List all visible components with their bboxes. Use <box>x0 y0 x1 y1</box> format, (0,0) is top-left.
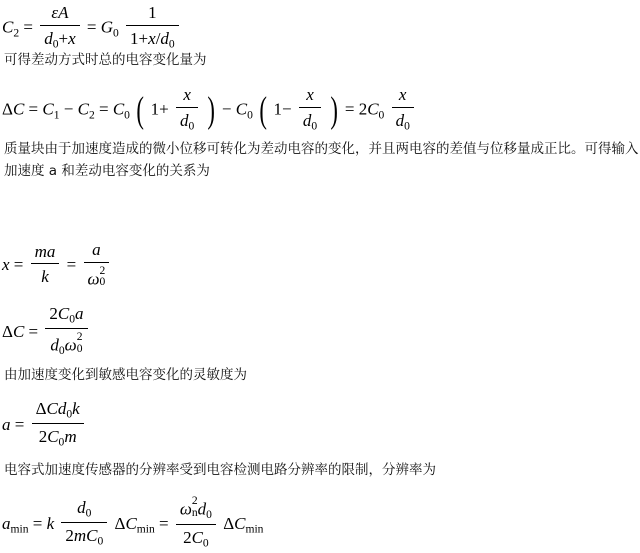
eq-dc-frac1-denominator <box>176 108 198 134</box>
d-symbol: d <box>44 28 53 48</box>
eq-c2-equals-1: = <box>23 17 33 37</box>
c2-subscript: 2 <box>88 108 95 122</box>
eq-x-frac2-numerator: a <box>84 239 110 262</box>
omega-sub-sup <box>100 265 106 288</box>
omega-superscript: 2 <box>191 494 198 508</box>
d-symbol: d <box>179 110 189 130</box>
eq-dc-fraction-3 <box>392 84 414 133</box>
area-symbol: A <box>58 3 69 23</box>
omega-subscript: n <box>191 505 198 519</box>
close-paren-2: ) <box>330 89 339 131</box>
eq-c2-frac2-denominator <box>126 26 179 52</box>
a-symbol: a <box>46 242 56 262</box>
eq-c2-fraction-2 <box>126 2 179 51</box>
paragraph-3: 由加速度变化到敏感电容变化的灵敏度为 <box>4 367 247 383</box>
c-symbol: C <box>191 527 203 547</box>
eq-dc-frac2-numerator: x <box>299 84 321 107</box>
m-symbol: m <box>64 427 77 447</box>
c-symbol: C <box>12 321 25 341</box>
d-subscript: 0 <box>311 119 318 133</box>
omega-sub-sup <box>77 331 83 354</box>
m-symbol: m <box>34 242 47 262</box>
eq-a-denominator <box>32 424 84 450</box>
eq-c2-g-sub: 0 <box>113 26 119 40</box>
eq-dc-fraction-2 <box>299 84 321 133</box>
x-symbol: x <box>68 28 76 48</box>
eq-amin-frac2-numerator <box>176 495 216 525</box>
eq-c2-lhs-var: C <box>2 17 14 37</box>
open-paren-2: ( <box>259 89 267 131</box>
eq-dc2-denominator <box>45 329 87 359</box>
eq-amin-fraction-1 <box>61 497 107 549</box>
c-symbol: C <box>125 513 137 533</box>
c0b-subscript: 0 <box>247 108 253 122</box>
eq-dc2-fraction <box>45 303 87 359</box>
eq-dc-equals-1: = <box>28 99 39 119</box>
eq-amin-frac2-denominator <box>176 525 216 551</box>
m-symbol: m <box>73 526 87 546</box>
eq-a-equals: = <box>14 415 25 435</box>
paragraph-2: 质量块由于加速度造成的微小位移可转化为差动电容的变化，并且两电容的差值与位移量成正比。可得输入加速度 a 和差动电容变化的关系为 <box>4 141 639 179</box>
c-subscript: 0 <box>202 536 209 550</box>
one-minus: 1− <box>273 99 292 119</box>
k-symbol: k <box>72 399 80 419</box>
equation-a <box>2 400 87 452</box>
paragraph-4: 电容式加速度传感器的分辨率受到电容检测电路分辨率的限制，分辨率为 <box>4 462 436 478</box>
delta-symbol: Δ <box>35 399 47 419</box>
c1-symbol: C <box>42 99 54 119</box>
d-symbol: d <box>57 399 67 419</box>
c0c-symbol: C <box>367 99 379 119</box>
eq-dc-frac1-numerator: x <box>176 84 198 107</box>
omega-symbol: ω <box>87 268 100 288</box>
delta-symbol: Δ <box>114 513 126 533</box>
d-subscript: 0 <box>206 508 212 522</box>
delta-symbol: Δ <box>223 513 235 533</box>
eq-dc-equals-2: = <box>98 99 109 119</box>
d-subscript: 0 <box>188 119 195 133</box>
c0a-symbol: C <box>112 99 125 119</box>
d-subscript: 0 <box>404 119 410 133</box>
omega-symbol: ω <box>179 499 192 519</box>
equation-c2 <box>2 4 182 53</box>
c2-symbol: C <box>77 99 89 119</box>
open-paren-1: ( <box>136 89 145 131</box>
d-symbol: d <box>395 110 405 130</box>
minus-sign-1: − <box>63 99 74 119</box>
omega-superscript: 2 <box>99 263 106 277</box>
eq-c2-frac2-numerator: 1 <box>126 2 179 25</box>
two: 2 <box>38 427 48 447</box>
eq-a-numerator <box>32 398 84 424</box>
one-plus: 1+ <box>130 28 149 48</box>
two: 2 <box>183 527 192 547</box>
eq-x-fraction-1 <box>31 241 60 288</box>
eq-dc-frac3-numerator: x <box>392 84 414 107</box>
d-subscript: 0 <box>52 37 59 51</box>
two: 2 <box>49 304 58 324</box>
eq-x-equals-2: = <box>66 254 77 274</box>
d-subscript: 0 <box>58 344 65 358</box>
c-symbol: C <box>46 399 58 419</box>
c-subscript: 0 <box>97 534 104 548</box>
eq-x-fraction-2 <box>84 239 110 289</box>
eq-c2-g-var: G <box>100 17 114 37</box>
eq-amin-equals-1: = <box>32 513 43 533</box>
c-min-subscript: min <box>245 522 264 536</box>
eq-dc2-equals: = <box>28 321 39 341</box>
a-min-subscript: min <box>10 522 29 536</box>
eq-dc-frac2-denominator <box>299 108 321 134</box>
eq-x-frac1-denominator: k <box>41 267 49 287</box>
one-plus: 1+ <box>150 99 169 119</box>
x-symbol: x <box>148 28 156 48</box>
omega-superscript: 2 <box>76 330 83 344</box>
c-symbol: C <box>234 513 246 533</box>
eq-x-frac1-numerator <box>31 241 60 264</box>
c-symbol: C <box>12 99 25 119</box>
eq-amin-frac1-numerator <box>61 497 107 523</box>
d-subscript: 0 <box>85 506 92 520</box>
c-subscript: 0 <box>58 436 65 450</box>
d-symbol: d <box>77 498 86 518</box>
plus-sign: + <box>58 28 69 48</box>
a-symbol: a <box>75 304 84 324</box>
eq-c2-fraction-1 <box>40 2 79 51</box>
d-symbol: d <box>160 28 169 48</box>
omega-symbol: ω <box>64 335 77 355</box>
d-symbol: d <box>50 335 59 355</box>
close-paren-1: ) <box>207 89 216 131</box>
equation-delta-c-2 <box>2 305 91 361</box>
c-symbol: C <box>57 304 70 324</box>
coefficient-two: 2 <box>358 99 368 119</box>
eq-a-fraction <box>32 398 84 450</box>
eq-dc-equals-3: = <box>344 99 355 119</box>
eq-c2-frac1-numerator <box>40 2 79 25</box>
c-subscript: 0 <box>69 313 75 326</box>
d-symbol: d <box>197 499 207 519</box>
c-symbol: C <box>47 427 59 447</box>
eq-dc-fraction-1 <box>176 84 198 133</box>
eq-x-equals-1: = <box>13 254 24 274</box>
epsilon-symbol: ε <box>51 3 59 23</box>
omega-subscript: 0 <box>76 342 83 356</box>
eq-amin-fraction-2 <box>176 495 216 551</box>
delta-symbol: Δ <box>2 99 13 119</box>
a-symbol: a <box>2 513 11 533</box>
k-symbol: k <box>46 513 55 533</box>
eq-dc-frac3-denominator <box>392 108 414 134</box>
eq-amin-frac1-denominator <box>61 523 107 549</box>
slash: / <box>155 28 161 48</box>
c0a-subscript: 0 <box>124 108 130 122</box>
omega-subscript: 0 <box>99 275 106 289</box>
eq-c2-lhs-sub: 2 <box>13 26 20 40</box>
d-subscript: 0 <box>66 408 73 421</box>
eq-amin-equals-2: = <box>159 513 169 533</box>
minus-sign-2: − <box>221 99 232 119</box>
a-symbol: a <box>2 415 11 435</box>
paragraph-1: 可得差动方式时总的电容变化量为 <box>4 52 207 68</box>
d-subscript: 0 <box>168 37 175 51</box>
c0b-symbol: C <box>235 99 248 119</box>
d-symbol: d <box>302 110 312 130</box>
eq-dc2-numerator <box>45 303 87 329</box>
delta-symbol: Δ <box>2 321 13 341</box>
x-symbol: x <box>2 254 10 274</box>
c1-subscript: 1 <box>53 108 60 122</box>
equation-x <box>2 241 112 291</box>
equation-delta-c <box>2 86 417 135</box>
c-min-subscript: min <box>136 522 155 536</box>
c0c-subscript: 0 <box>378 108 385 122</box>
equation-a-min <box>2 494 264 553</box>
two: 2 <box>65 526 74 546</box>
eq-c2-equals-2: = <box>86 17 97 37</box>
c-symbol: C <box>86 526 98 546</box>
eq-x-frac2-denominator <box>84 263 110 290</box>
eq-c2-frac1-denominator <box>40 26 79 52</box>
